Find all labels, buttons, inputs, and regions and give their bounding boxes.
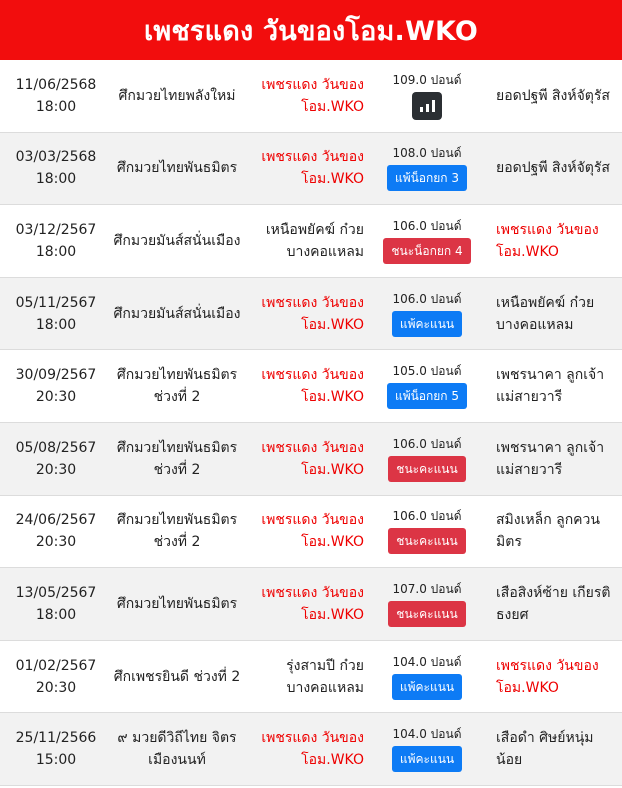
fight-date-cell: [0, 655, 112, 699]
weight-result-cell: [368, 72, 486, 120]
weight-result-cell: [368, 508, 486, 554]
weight-label: 106.0 ปอนด์: [392, 509, 462, 524]
result-badge[interactable]: แพ้คะแนน: [392, 311, 462, 337]
fighter-a-name[interactable]: เพชรแดง วันของโอม.WKO: [261, 584, 364, 623]
fight-time: 18:00: [35, 316, 77, 333]
fight-date-cell: [0, 292, 112, 336]
fight-date-cell: [0, 727, 112, 771]
weight-result-cell: [368, 218, 486, 264]
weight-label: 106.0 ปอนด์: [392, 218, 462, 233]
result-badge[interactable]: แพ้คะแนน: [392, 674, 462, 700]
weight-label: 106.0 ปอนด์: [392, 291, 462, 306]
fight-time: 15:00: [35, 752, 77, 769]
fight-row: [0, 641, 622, 714]
fighter-a-name[interactable]: เพชรแดง วันของโอม.WKO: [261, 76, 364, 115]
fight-date-cell: [0, 74, 112, 118]
fight-time: 20:30: [35, 389, 77, 406]
weight-label: 109.0 ปอนด์: [392, 72, 462, 87]
event-name: ๙ มวยดีวิถีไทย จิตรเมืองนนท์: [117, 730, 237, 769]
fighter-a-name[interactable]: เพชรแดง วันของโอม.WKO: [261, 367, 364, 406]
fight-date: 03/03/2568: [15, 149, 97, 166]
weight-label: 106.0 ปอนด์: [392, 436, 462, 451]
fight-time: 18:00: [35, 606, 77, 623]
fight-date: 05/08/2567: [15, 439, 97, 456]
weight-label: 104.0 ปอนด์: [392, 654, 462, 669]
fight-date-cell: [0, 364, 112, 408]
fight-time: 18:00: [35, 171, 77, 188]
event-name: ศึกมวยไทยพันธมิตร ช่วงที่ 2: [116, 439, 238, 478]
weight-result-cell: [368, 145, 486, 191]
weight-label: 107.0 ปอนด์: [392, 581, 462, 596]
fight-date: 25/11/2566: [15, 730, 97, 747]
result-badge[interactable]: ชนะคะแนน: [388, 456, 465, 482]
result-badge[interactable]: แพ้คะแนน: [392, 746, 462, 772]
event-name: ศึกมวยไทยพลังใหม่: [118, 87, 236, 104]
fight-date: 11/06/2568: [15, 76, 97, 93]
fight-date: 13/05/2567: [15, 584, 97, 601]
fight-date-cell: [0, 509, 112, 553]
weight-label: 105.0 ปอนด์: [392, 364, 462, 379]
fight-time: 18:00: [35, 98, 77, 115]
result-badge[interactable]: ชนะคะแนน: [388, 528, 465, 554]
fight-date-cell: [0, 146, 112, 190]
fight-row: [0, 568, 622, 641]
fighter-b-name[interactable]: เสือดำ ศิษย์หนุ่มน้อย: [496, 730, 594, 769]
fight-row: [0, 133, 622, 206]
event-name: ศึกมวยมันส์สนั่นเมือง: [113, 305, 241, 322]
fighter-b-name[interactable]: เพชรแดง วันของโอม.WKO: [496, 657, 599, 696]
fight-date: 01/02/2567: [15, 657, 97, 674]
weight-label: 108.0 ปอนด์: [392, 146, 462, 161]
fight-history-table: [0, 60, 622, 786]
weight-result-cell: [368, 291, 486, 337]
fight-date: 30/09/2567: [15, 367, 97, 384]
page-title: เพชรแดง วันของโอม.WKO: [143, 15, 479, 47]
event-name: ศึกมวยไทยพันธมิตร ช่วงที่ 2: [116, 367, 238, 406]
event-name: ศึกมวยไทยพันธมิตร ช่วงที่ 2: [116, 512, 238, 551]
fighter-b-name[interactable]: เสือสิงห์ซ้าย เกียรติธงยศ: [496, 584, 611, 623]
fight-row: [0, 713, 622, 786]
result-badge[interactable]: ชนะน็อกยก 4: [383, 238, 470, 264]
fight-date: 24/06/2567: [15, 512, 97, 529]
fighter-a-name[interactable]: เพชรแดง วันของโอม.WKO: [261, 512, 364, 551]
event-name: ศึกมวยไทยพันธมิตร: [116, 160, 238, 177]
fight-time: 18:00: [35, 243, 77, 260]
fight-time: 20:30: [35, 461, 77, 478]
weight-label: 104.0 ปอนด์: [392, 727, 462, 742]
fighter-b-name[interactable]: เหนือพยัคฆ์ ก๋วยบางคอแหลม: [496, 294, 595, 333]
fighter-a-name[interactable]: เพชรแดง วันของโอม.WKO: [261, 730, 364, 769]
fighter-a-name[interactable]: เหนือพยัคฆ์ ก๋วยบางคอแหลม: [265, 221, 364, 260]
result-badge[interactable]: แพ้น็อกยก 5: [387, 383, 467, 409]
fighter-b-name[interactable]: เพชรนาคา ลูกเจ้าแม่สายวารี: [496, 439, 605, 478]
weight-result-cell: [368, 363, 486, 409]
fighter-b-name[interactable]: ยอดปฐพี สิงห์จัตุรัส: [496, 87, 610, 104]
fight-row: [0, 60, 622, 133]
weight-result-cell: [368, 726, 486, 772]
weight-result-cell: [368, 654, 486, 700]
fight-row: [0, 205, 622, 278]
fight-date-cell: [0, 437, 112, 481]
fight-row: [0, 278, 622, 351]
weight-result-cell: [368, 581, 486, 627]
fighter-b-name[interactable]: เพชรแดง วันของโอม.WKO: [496, 221, 599, 260]
fight-date: 03/12/2567: [15, 221, 97, 238]
event-name: ศึกเพชรยินดี ช่วงที่ 2: [113, 668, 241, 685]
fight-date-cell: [0, 219, 112, 263]
fighter-a-name[interactable]: เพชรแดง วันของโอม.WKO: [261, 439, 364, 478]
stats-chart-icon[interactable]: [412, 92, 442, 120]
fight-row: [0, 350, 622, 423]
fighter-a-name[interactable]: เพชรแดง วันของโอม.WKO: [261, 294, 364, 333]
fight-date-cell: [0, 582, 112, 626]
fighter-b-name[interactable]: เพชรนาคา ลูกเจ้าแม่สายวารี: [496, 367, 605, 406]
result-badge[interactable]: ชนะคะแนน: [388, 601, 465, 627]
fighter-b-name[interactable]: ยอดปฐพี สิงห์จัตุรัส: [496, 160, 610, 177]
fight-time: 20:30: [35, 679, 77, 696]
result-badge[interactable]: แพ้น็อกยก 3: [387, 165, 467, 191]
fighter-a-name[interactable]: เพชรแดง วันของโอม.WKO: [261, 149, 364, 188]
fight-date: 05/11/2567: [15, 294, 97, 311]
fight-row: [0, 423, 622, 496]
weight-result-cell: [368, 436, 486, 482]
fighter-b-name[interactable]: สมิงเหล็ก ลูกควนมิตร: [496, 512, 600, 551]
fighter-a-name[interactable]: รุ่งสามปี ก๋วยบางคอแหลม: [286, 657, 364, 696]
fight-row: [0, 496, 622, 569]
event-name: ศึกมวยไทยพันธมิตร: [116, 595, 238, 612]
fight-time: 20:30: [35, 534, 77, 551]
page-header: [0, 0, 622, 60]
event-name: ศึกมวยมันส์สนั่นเมือง: [113, 232, 241, 249]
